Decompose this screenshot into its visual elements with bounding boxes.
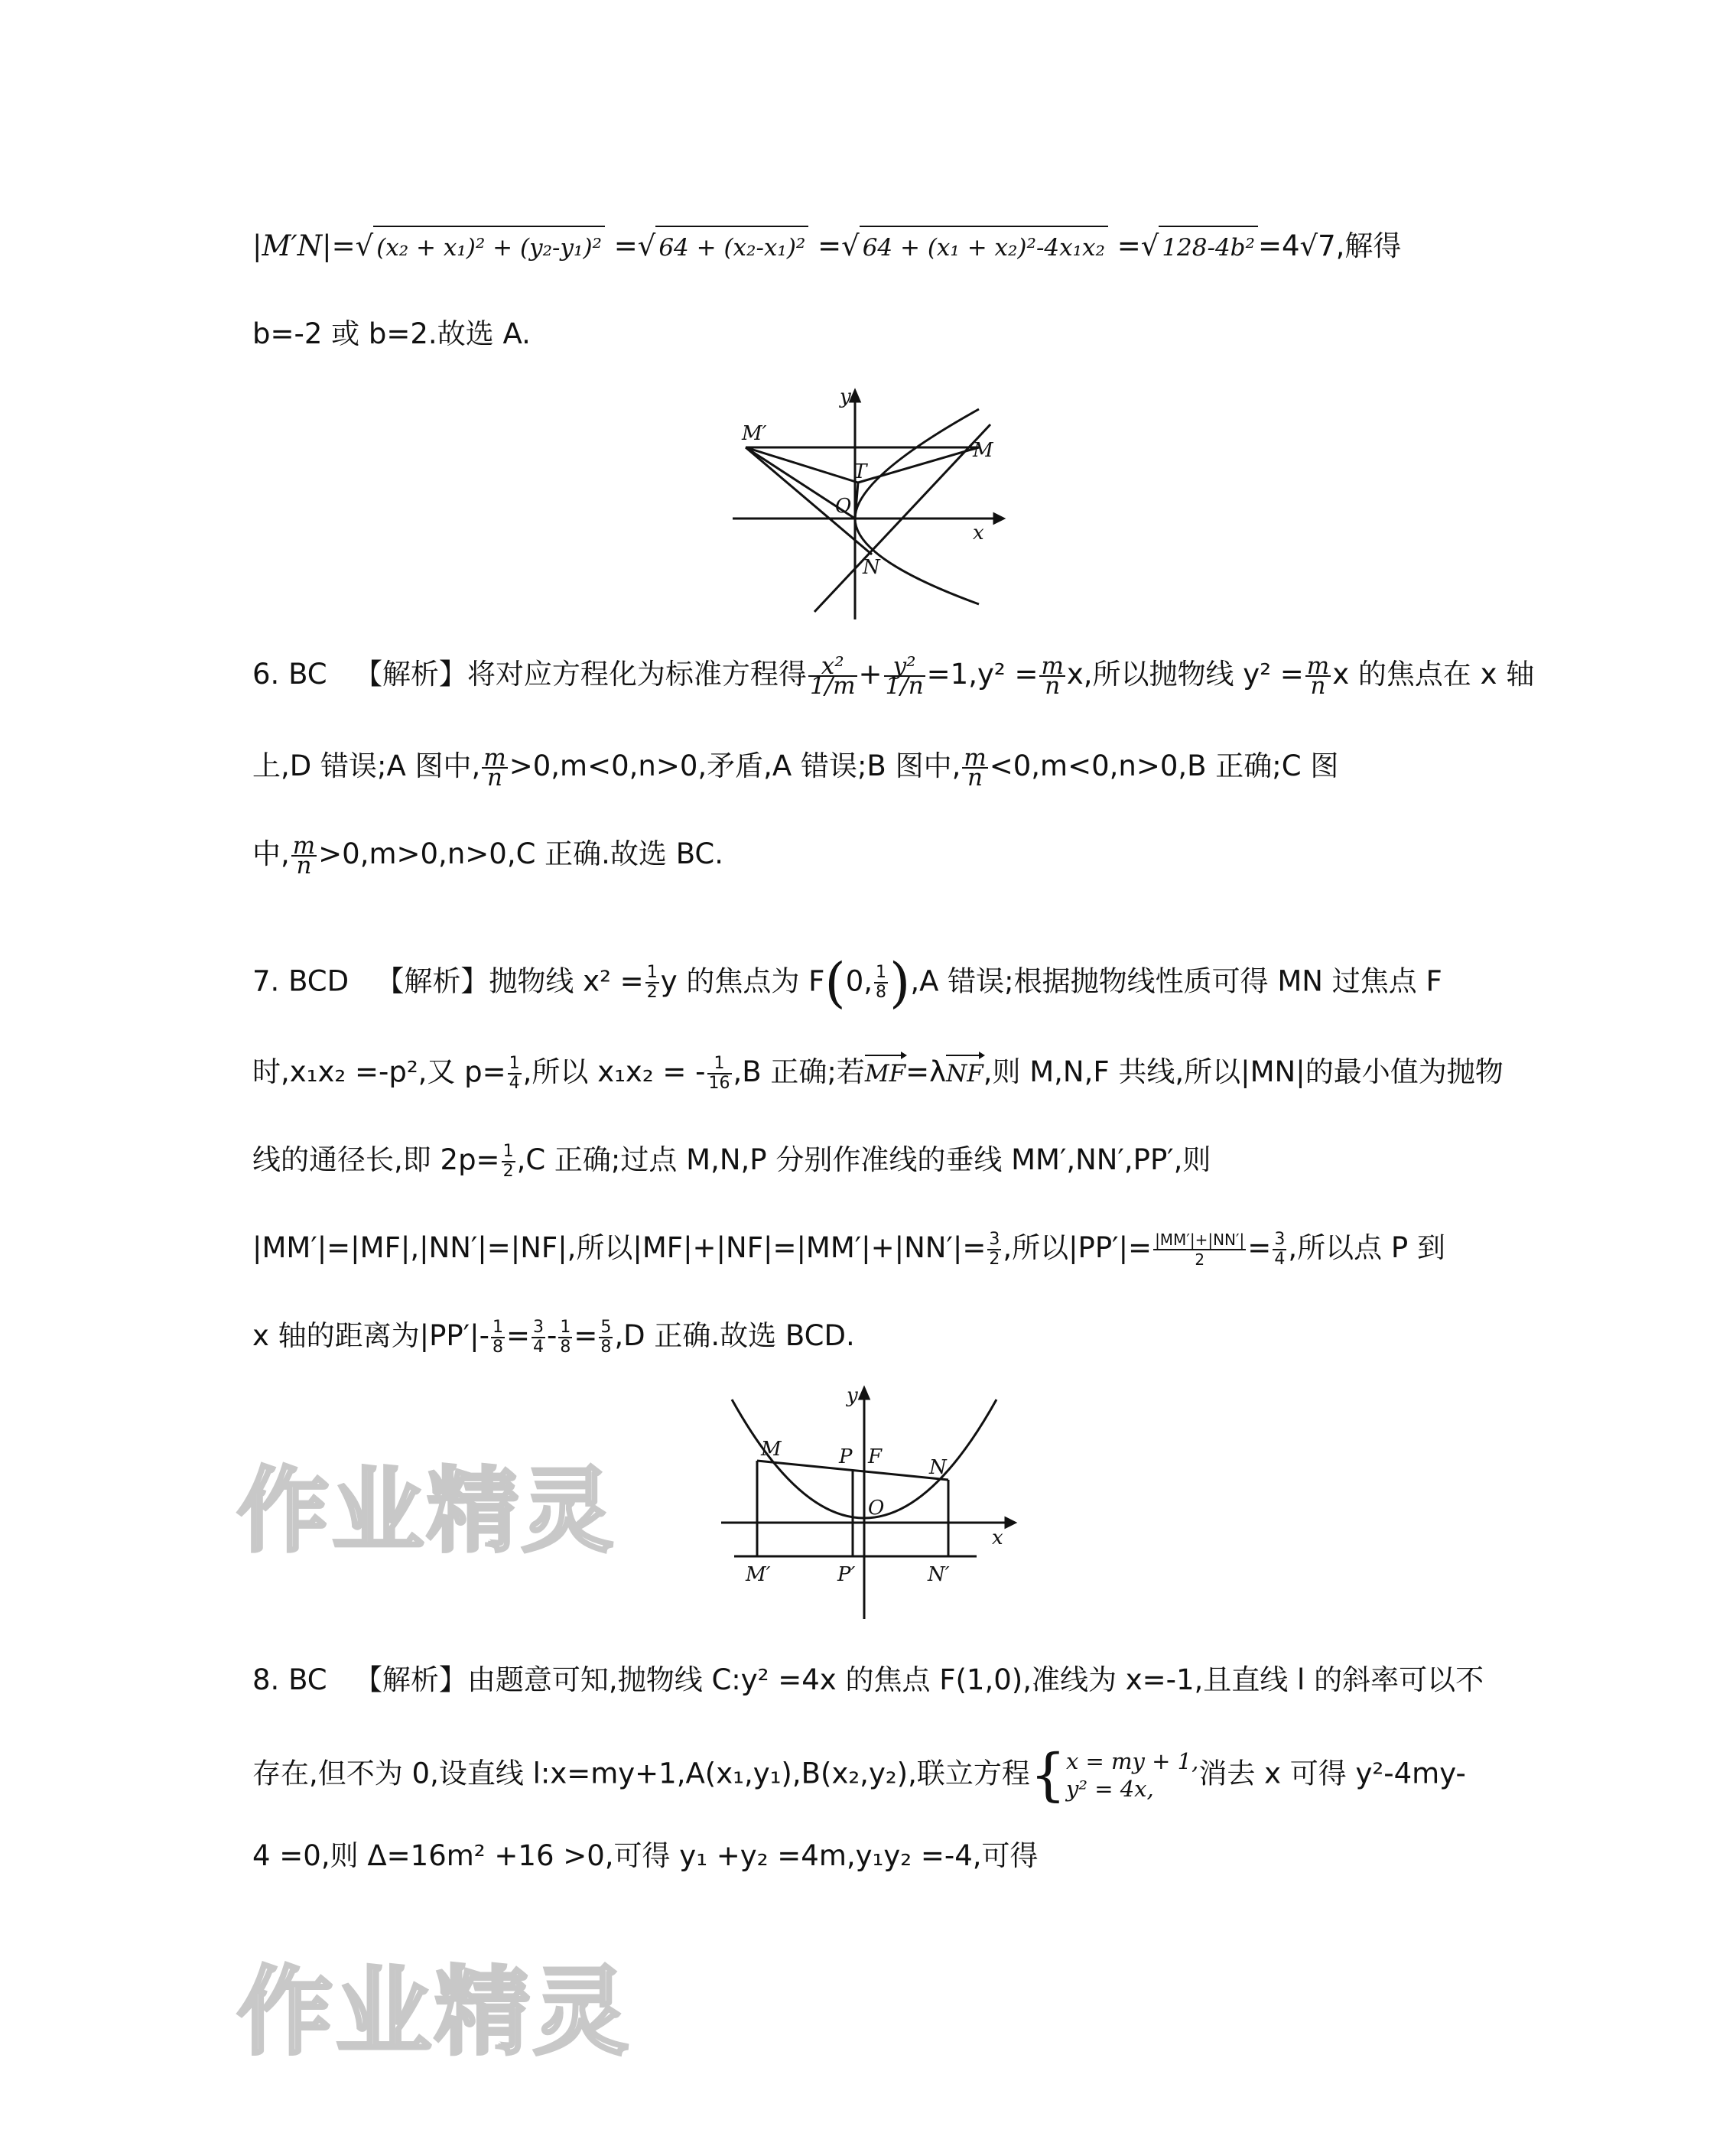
fraction: $\frac{m}{n}$ [1306,652,1330,700]
left-paren: ( [824,951,846,1014]
sec7-line5: x 轴的距离为|PP′|- $\frac{1}{8}$ = $\frac{3}{4}$ - $\frac{1}{8}$ = $\frac{5}{8}$ ,D 正确.故选 BCD. [252,1317,855,1357]
segment-t-m [858,447,979,483]
fraction: $\frac{m}{n}$ [1041,652,1064,700]
y-axis-arrow [860,1388,869,1399]
vector-mf: MF [865,1053,905,1094]
x-axis-arrow [994,514,1003,523]
left-brace: { [1029,1742,1066,1808]
label-mprime: M′ [746,1563,771,1586]
label-t: T [853,460,867,483]
figure-1 [727,386,1048,639]
fraction: $\frac{1}{4}$ [509,1053,520,1093]
y-axis-arrow [850,391,860,402]
item-number: 7. BCD [252,964,349,998]
label-pprime: P′ [837,1563,856,1586]
fraction: $\frac{3}{4}$ [1274,1229,1286,1269]
sec8-line1: 8. BC 【解析】由题意可知,抛物线 C:y² =4x 的焦点 F(1,0),准线为 x=-1,且直线 l 的斜率可以不 [252,1663,1484,1696]
label-nprime: N′ [928,1563,950,1586]
fraction: $\frac{m}{n}$ [964,743,987,792]
label-o: O [868,1497,885,1520]
result-text: =4√7,解得 [1257,229,1402,262]
label-mprime: M′ [742,422,767,445]
fraction: $\frac{|MM'|+|NN'|}{2}$ [1155,1230,1245,1269]
mn-label: |M′N|= [252,229,356,262]
sec8-line2: 存在,但不为 0,设直线 l:x=my+1,A(x₁,y₁),B(x₂,y₂),联立方程{ x = my + 1, y² = 4x, 消去 x 可得 y²-4my- [252,1742,1466,1808]
label-x: x [973,522,984,545]
fraction: $\frac{\text{y²}}{1/n}$ [885,652,924,700]
label-m: M [761,1438,782,1461]
label-n: N [929,1456,947,1479]
segment-mprime-t [746,447,858,483]
label-p: P [839,1445,853,1468]
label-n: N [863,556,880,579]
sqrt-term: 64 + (x₂-x₁)² [655,226,808,268]
fraction: $\frac{1}{2}$ [646,963,658,1002]
fraction: $\frac{m}{n}$ [483,743,506,792]
label-y: y [840,386,851,408]
sec6-line3: 中, $\frac{m}{n}$ >0,m>0,n>0,C 正确.故选 BC. [252,831,724,879]
fraction: $\frac{1}{16}$ [708,1053,730,1093]
sec7-line4: |MM′|=|MF|,|NN′|=|NF|,所以|MF|+|NF|=|MM′|+|NN′|= $\frac{3}{2}$ ,所以|PP′|= $\frac{|MM'|+|NN'|}{2}$ = $\frac{3}{4}$ ,所以点 P 到 [252,1229,1445,1269]
sqrt-term: 128-4b² [1159,226,1258,268]
fraction: $\frac{\text{x²}}{1/m}$ [809,652,856,700]
item-number: 6. BC [252,658,327,691]
sec7-line2: 时,x₁x₂ =-p²,又 p= $\frac{1}{4}$ ,所以 x₁x₂ = - $\frac{1}{16}$ ,B 正确;若MF=λNF,则 M,N,F 共线,所以|MN|的最小值为抛物 [252,1052,1504,1094]
fraction: $\frac{1}{8}$ [560,1317,571,1357]
fraction: $\frac{5}{8}$ [600,1317,612,1357]
fraction: $\frac{1}{2}$ [502,1141,514,1181]
analysis-tag: 【解析】 [375,964,489,998]
x-axis-arrow [1006,1518,1015,1527]
figure-2 [715,1380,1052,1625]
sqrt-term: (x₂ + x₁)² + (y₂-y₁)² [373,226,605,268]
sec5-line2: b=-2 或 b=2.故选 A. [252,317,531,350]
fraction: $\frac{m}{n}$ [292,831,316,879]
sec7-line1: 7. BCD 【解析】抛物线 x² = $\frac{1}{2}$ y 的焦点为 F(0, $\frac{1}{8}$ ),A 错误;根据抛物线性质可得 MN 过焦点 F [252,951,1442,1014]
equation-system: x = my + 1, y² = 4x, [1065,1748,1199,1802]
fraction: $\frac{3}{2}$ [989,1229,1000,1269]
analysis-tag: 【解析】 [353,1663,467,1696]
label-m: M [973,439,993,462]
label-f: F [868,1445,883,1468]
watermark: 作业精灵 [237,1458,616,1565]
item-number: 8. BC [252,1663,327,1696]
sec6-line1: 6. BC 【解析】将对应方程化为标准方程得 $\frac{\text{x²}}{1/m}$ + $\frac{\text{y²}}{1/n}$ =1,y² = $\frac{m}{n}$ x,所以抛物线 y² = $\frac{m}{n}$ x 的焦点在 x 轴 [252,652,1535,700]
sqrt-term: 64 + (x₁ + x₂)²-4x₁x₂ [860,226,1108,268]
fraction: $\frac{1}{8}$ [876,963,887,1002]
sec5-line1: |M′N|=√ (x₂ + x₁)² + (y₂-y₁)² =√ 64 + (x₂-x₁)² =√ 64 + (x₁ + x₂)²-4x₁x₂ =√ 128-4b² =4√7,解得 [252,226,1401,268]
fraction: $\frac{1}{8}$ [492,1317,503,1357]
analysis-tag: 【解析】 [353,658,467,691]
label-y: y [847,1384,858,1407]
label-x: x [992,1526,1003,1549]
watermark: 作业精灵 [237,1957,632,2068]
sec6-line2: 上,D 错误;A 图中, $\frac{m}{n}$ >0,m<0,n>0,矛盾,A 错误;B 图中, $\frac{m}{n}$ <0,m<0,n>0,B 正确;C 图 [252,743,1339,792]
fraction: $\frac{3}{4}$ [532,1317,544,1357]
right-paren: ) [889,951,911,1014]
sec7-line3: 线的通径长,即 2p= $\frac{1}{2}$ ,C 正确;过点 M,N,P 分别作准线的垂线 MM′,NN′,PP′,则 [252,1141,1211,1181]
vector-nf: NF [946,1053,983,1094]
sec8-line3: 4 =0,则 Δ=16m² +16 >0,可得 y₁ +y₂ =4m,y₁y₂ =-4,可得 [252,1839,1039,1872]
label-o: O [835,495,852,518]
